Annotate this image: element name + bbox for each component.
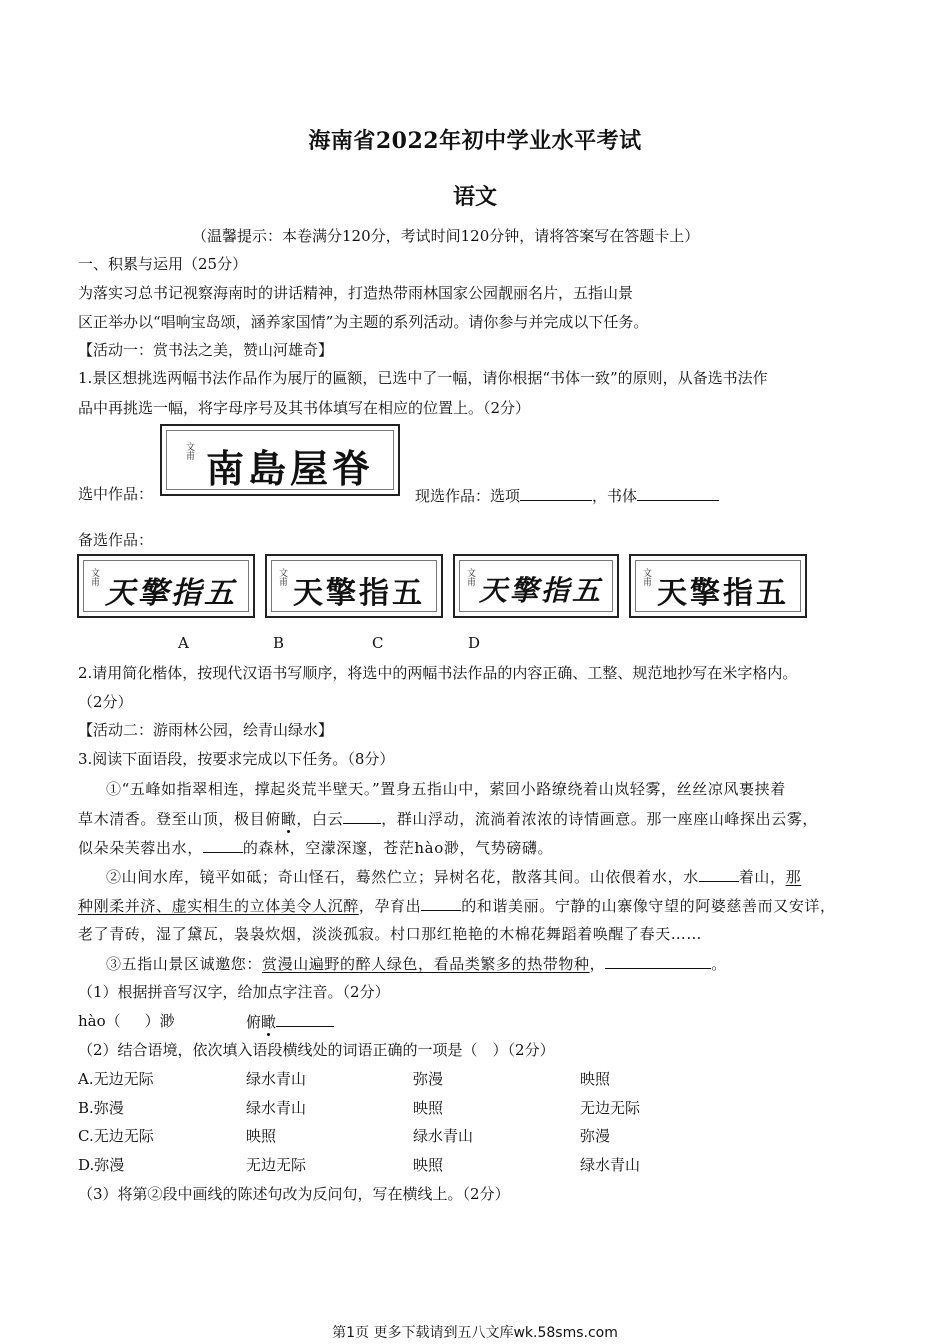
dotted-char: 瞰	[280, 810, 297, 828]
q1-line-1: 1.景区想挑选两幅书法作品作为展厅的匾额，已选中了一幅，请你根据“书体一致”的原则，从备选书法作	[78, 369, 768, 387]
page-footer: 第1页 更多下载请到五八文库wk.58sms.com	[332, 1325, 618, 1341]
sub-question-3: （3）将第②段中画线的陈述句改为反问句，写在横线上。（2分）	[78, 1185, 510, 1203]
text-segment: ②山间水库，镜平如砥；奇山怪石，蓦然伫立；异树名花，散落其间。山依偎着水，水	[106, 868, 699, 886]
pinyin-answer-blank[interactable]	[276, 1010, 334, 1027]
blank-4[interactable]	[421, 894, 461, 911]
choice-word: 绿水青山	[246, 1070, 307, 1088]
exam-note: （温馨提示：本卷满分120分，考试时间120分钟，请将答案写在答题卡上）	[192, 227, 700, 245]
choice-word: 无边无际	[246, 1156, 307, 1174]
sub1-answer-b	[246, 1010, 334, 1032]
option-d-text: 五指擎天	[657, 576, 789, 611]
choice-word: 映照	[413, 1099, 444, 1117]
intro-line-1: 为落实习总书记视察海南时的讲话精神，打造热带雨林国家公园靓丽名片，五指山景	[78, 284, 634, 302]
q3-intro: 3.阅读下面语段，按要求完成以下任务。（8分）	[78, 750, 395, 768]
option-c-text: 五指擎天	[479, 574, 604, 607]
selected-label: 选中作品：	[78, 485, 154, 503]
underlined-text: 那	[785, 868, 802, 886]
passage-p1-line-a: ①“五峰如指翠相连，撑起炎荒半壁天。”置身五指山中，萦回小路缭绕着山岚轻雾，丝丝凉风裹挟着	[106, 780, 786, 798]
passage-p2-line-c: 老了青砖，湿了黛瓦，袅袅炊烟，淡淡孤寂。村口那红艳艳的木棉花舞蹈着唤醒了春天……	[78, 925, 703, 943]
text-segment: 俯	[246, 1013, 262, 1031]
choice-word: 映照	[246, 1127, 277, 1145]
option-answer-blank[interactable]	[520, 484, 592, 501]
text-segment: ，	[589, 955, 606, 973]
choice-c[interactable]	[78, 1126, 778, 1146]
choice-b[interactable]	[78, 1098, 778, 1118]
text-segment: ，孕育出	[358, 897, 422, 915]
choice-word: 弥漫	[413, 1070, 444, 1088]
seal-mark: 文甫	[184, 442, 194, 460]
seal-mark: 文甫	[465, 568, 475, 586]
choice-word: 绿水青山	[413, 1127, 474, 1145]
text-segment: 的和谐美丽。宁静的山寨像守望的阿婆慈善而又安详，	[461, 897, 836, 915]
blank-2[interactable]	[203, 836, 243, 853]
q2-line-2: （2分）	[78, 693, 133, 711]
sub1-answers	[78, 1010, 175, 1031]
choice-a[interactable]	[78, 1069, 778, 1089]
sub-question-2: （2）结合语境，依次填入语段横线处的词语正确的一项是（ ）（2分）	[78, 1041, 555, 1059]
underlined-text: 赏漫山遍野的醉人绿色，看品类繁多的热带物种	[262, 955, 590, 973]
option-b-label: B	[273, 634, 285, 652]
section-heading: 一、积累与运用（25分）	[78, 255, 248, 273]
choice-label: D.弥漫	[78, 1156, 125, 1174]
option-b-plaque	[265, 554, 443, 618]
seal-mark: 文甫	[277, 568, 287, 586]
script-answer-blank[interactable]	[637, 484, 719, 501]
passage-p3-line	[106, 952, 727, 974]
seal-mark: 文甫	[641, 568, 651, 586]
passage-p2-line-a	[106, 865, 801, 887]
q1-line-2: 品中再挑选一幅，将字母序号及其书体填写在相应的位置上。（2分）	[78, 399, 531, 417]
choice-word: 弥漫	[580, 1127, 611, 1145]
pinyin-prompt: hào（	[78, 1012, 121, 1030]
underlined-sentence: 种刚柔并济、虚实相生的立体美令人沉醉	[78, 897, 359, 915]
choice-label: C.无边无际	[78, 1127, 154, 1145]
text-segment: ③五指山景区诚邀您：	[106, 955, 263, 973]
answer-prefix: 现选作品：选项	[415, 487, 521, 505]
sub-question-1: （1）根据拼音写汉字，给加点字注音。（2分）	[78, 983, 390, 1001]
blank-3[interactable]	[699, 865, 739, 882]
hanzi-answer-blank[interactable]	[121, 1010, 145, 1026]
text-segment: ，白云	[296, 810, 344, 828]
option-a-plaque	[77, 554, 255, 618]
answer-line	[415, 484, 719, 506]
option-d-plaque	[629, 554, 807, 618]
passage-p1-line-c	[78, 836, 553, 858]
option-c-plaque	[453, 554, 619, 618]
dotted-char: 瞰	[261, 1013, 277, 1031]
choice-word: 绿水青山	[246, 1099, 307, 1117]
selected-calligraphy-text: 南島屋脊	[206, 446, 375, 491]
text-segment: 着山，	[738, 868, 786, 886]
exam-title: 海南省2022年初中学业水平考试	[308, 128, 642, 154]
choice-label: B.弥漫	[78, 1099, 124, 1117]
seal-mark: 文甫	[89, 568, 99, 586]
activity2-heading: 【活动二：游雨林公园，绘青山绿水】	[78, 721, 334, 739]
text-segment: 。	[711, 955, 727, 973]
passage-p2-line-b	[78, 894, 836, 916]
passage-p1-line-b	[78, 807, 818, 829]
text-segment: 的森林，空濛深邃，苍茫hào渺，气势磅礴。	[242, 839, 554, 857]
intro-line-2: 区正举办以“唱响宝岛颂，涵养家国情”为主题的系列活动。请你参与并完成以下任务。	[78, 313, 649, 331]
q2-line-1: 2.请用简化楷体，按现代汉语书写顺序，将选中的两幅书法作品的内容正确、工整、规范地抄写在米字格内。	[78, 664, 798, 682]
choice-d[interactable]	[78, 1155, 778, 1175]
option-c-label: C	[372, 634, 384, 652]
options-label: 备选作品：	[78, 531, 154, 549]
text-segment: ）渺	[144, 1012, 175, 1030]
activity1-heading: 【活动一：赏书法之美，赞山河雄奇】	[78, 341, 334, 359]
blank-5[interactable]	[605, 952, 711, 969]
option-a-text: 五指擎天	[105, 576, 237, 611]
choice-label: A.无边无际	[78, 1070, 154, 1088]
text-segment: 似朵朵芙蓉出水，	[78, 839, 203, 857]
text-segment: ，群山浮动，流淌着浓浓的诗情画意。那一座座山峰探出云雾，	[381, 810, 819, 828]
choice-word: 绿水青山	[580, 1156, 641, 1174]
exam-subject: 语文	[452, 184, 497, 210]
choice-word: 映照	[413, 1156, 444, 1174]
option-d-label: D	[468, 634, 481, 652]
selected-calligraphy-plaque	[160, 424, 400, 496]
choice-word: 映照	[580, 1070, 611, 1088]
option-a-label: A	[178, 634, 189, 652]
blank-1[interactable]	[343, 807, 381, 824]
choice-word: 无边无际	[580, 1099, 641, 1117]
option-b-text: 五指擎天	[293, 576, 425, 611]
text-segment: 草木清香。登至山顶，极目俯	[78, 810, 281, 828]
answer-mid: ，书体	[592, 487, 638, 505]
